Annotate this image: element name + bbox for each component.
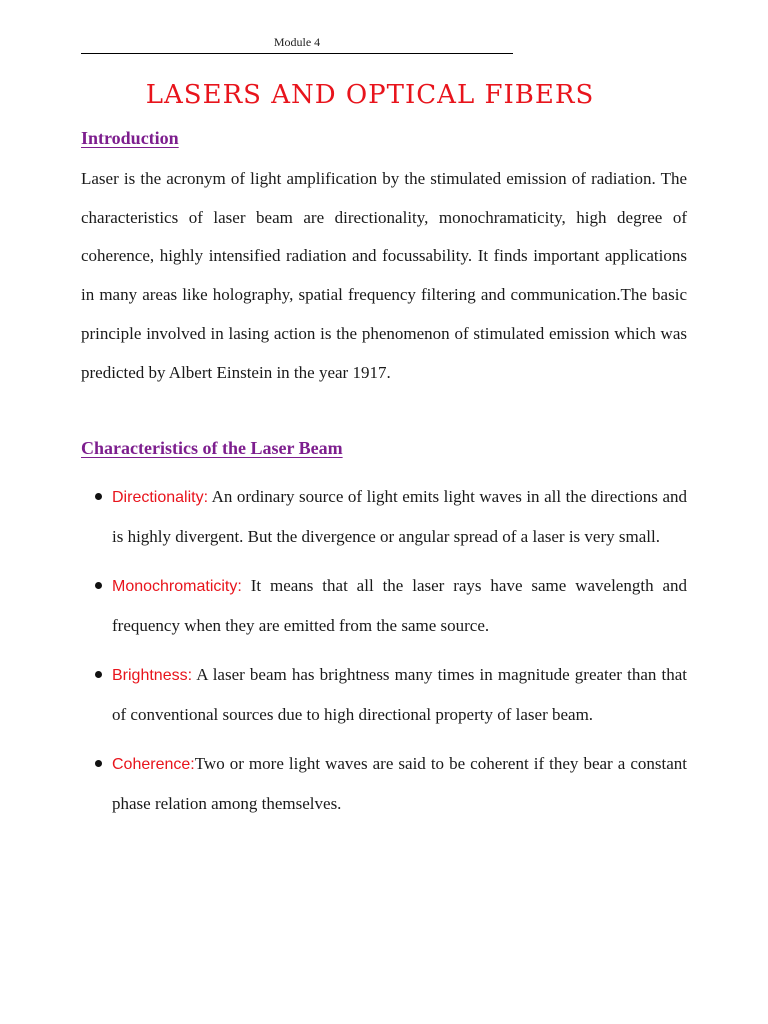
bullet-icon	[95, 671, 102, 678]
bullet-icon	[95, 493, 102, 500]
term-label: Coherence:	[112, 756, 195, 773]
characteristics-heading: Characteristics of the Laser Beam	[81, 438, 343, 458]
item-description: Two or more light waves are said to be coherent if they bear a constant phase relation among themselves.	[112, 754, 687, 813]
term-label: Brightness:	[112, 667, 193, 684]
list-item-brightness	[95, 655, 687, 734]
list-item-monochromaticity	[95, 566, 687, 645]
bullet-icon	[95, 582, 102, 589]
item-description: An ordinary source of light emits light waves in all the directions and is highly divergent. But the divergence or angular spread of a laser is very small.	[112, 487, 687, 546]
characteristics-list	[95, 477, 687, 833]
introduction-paragraph: Laser is the acronym of light amplification by the stimulated emission of radiation. The characteristics of laser beam are directionality, monochramaticity, high degree of coherence, highly intensified radiation and focussability. It finds important applications in many areas like holography, spatial frequency filtering and communication.The basic principle involved in lasing action is the phenomenon of stimulated emission which was predicted by Albert Einstein in the year 1917.	[81, 169, 687, 382]
bullet-icon	[95, 760, 102, 767]
page-header	[81, 33, 513, 54]
page-title: LASERS AND OPTICAL FIBERS	[145, 80, 595, 110]
list-item-coherence	[95, 744, 687, 823]
introduction-heading: Introduction	[81, 128, 179, 148]
list-item-directionality	[95, 477, 687, 556]
term-label: Directionality:	[112, 489, 209, 506]
term-label: Monochromaticity:	[112, 578, 242, 595]
item-description: It means that all the laser rays have same wavelength and frequency when they are emitted from the same source.	[112, 576, 687, 635]
module-label: Module 4	[273, 35, 321, 49]
item-description: A laser beam has brightness many times in magnitude greater than that of conventional sources due to high directional property of laser beam.	[112, 665, 687, 724]
